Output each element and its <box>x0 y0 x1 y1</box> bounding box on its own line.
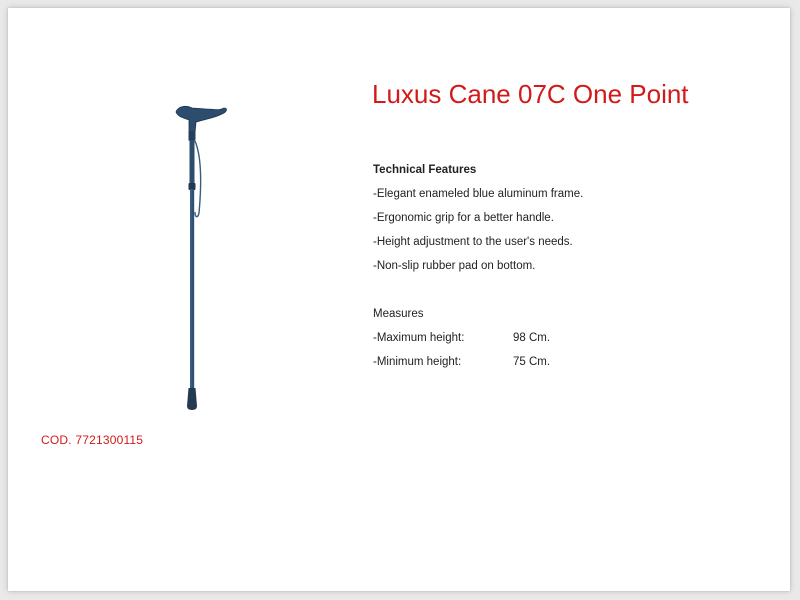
cane-adjuster <box>189 183 196 190</box>
cane-handle <box>176 106 226 133</box>
technical-features-heading: Technical Features <box>373 164 477 176</box>
cane-wrist-strap <box>195 141 201 217</box>
cane-collar <box>189 131 196 141</box>
feature-item: -Height adjustment to the user's needs. <box>373 236 573 248</box>
measure-value: 98 Cm. <box>513 332 551 344</box>
cane-upper-shaft <box>190 140 195 185</box>
product-title: Luxus Cane 07C One Point <box>372 79 689 109</box>
cane-image <box>168 100 238 418</box>
measure-label: -Maximum height: <box>373 332 465 344</box>
cane-rubber-tip <box>187 388 197 410</box>
feature-item: -Ergonomic grip for a better handle. <box>373 212 554 224</box>
measures-heading: Measures <box>373 308 424 320</box>
product-code: COD. 7721300115 <box>41 433 144 447</box>
spec-block <box>373 158 773 374</box>
measure-value: 75 Cm. <box>513 356 551 368</box>
measure-row <box>373 350 773 374</box>
product-card <box>8 8 790 591</box>
feature-item: -Elegant enameled blue aluminum frame. <box>373 188 584 200</box>
measure-label: -Minimum height: <box>373 356 462 368</box>
measure-row <box>373 326 773 350</box>
feature-item: -Non-slip rubber pad on bottom. <box>373 260 536 272</box>
